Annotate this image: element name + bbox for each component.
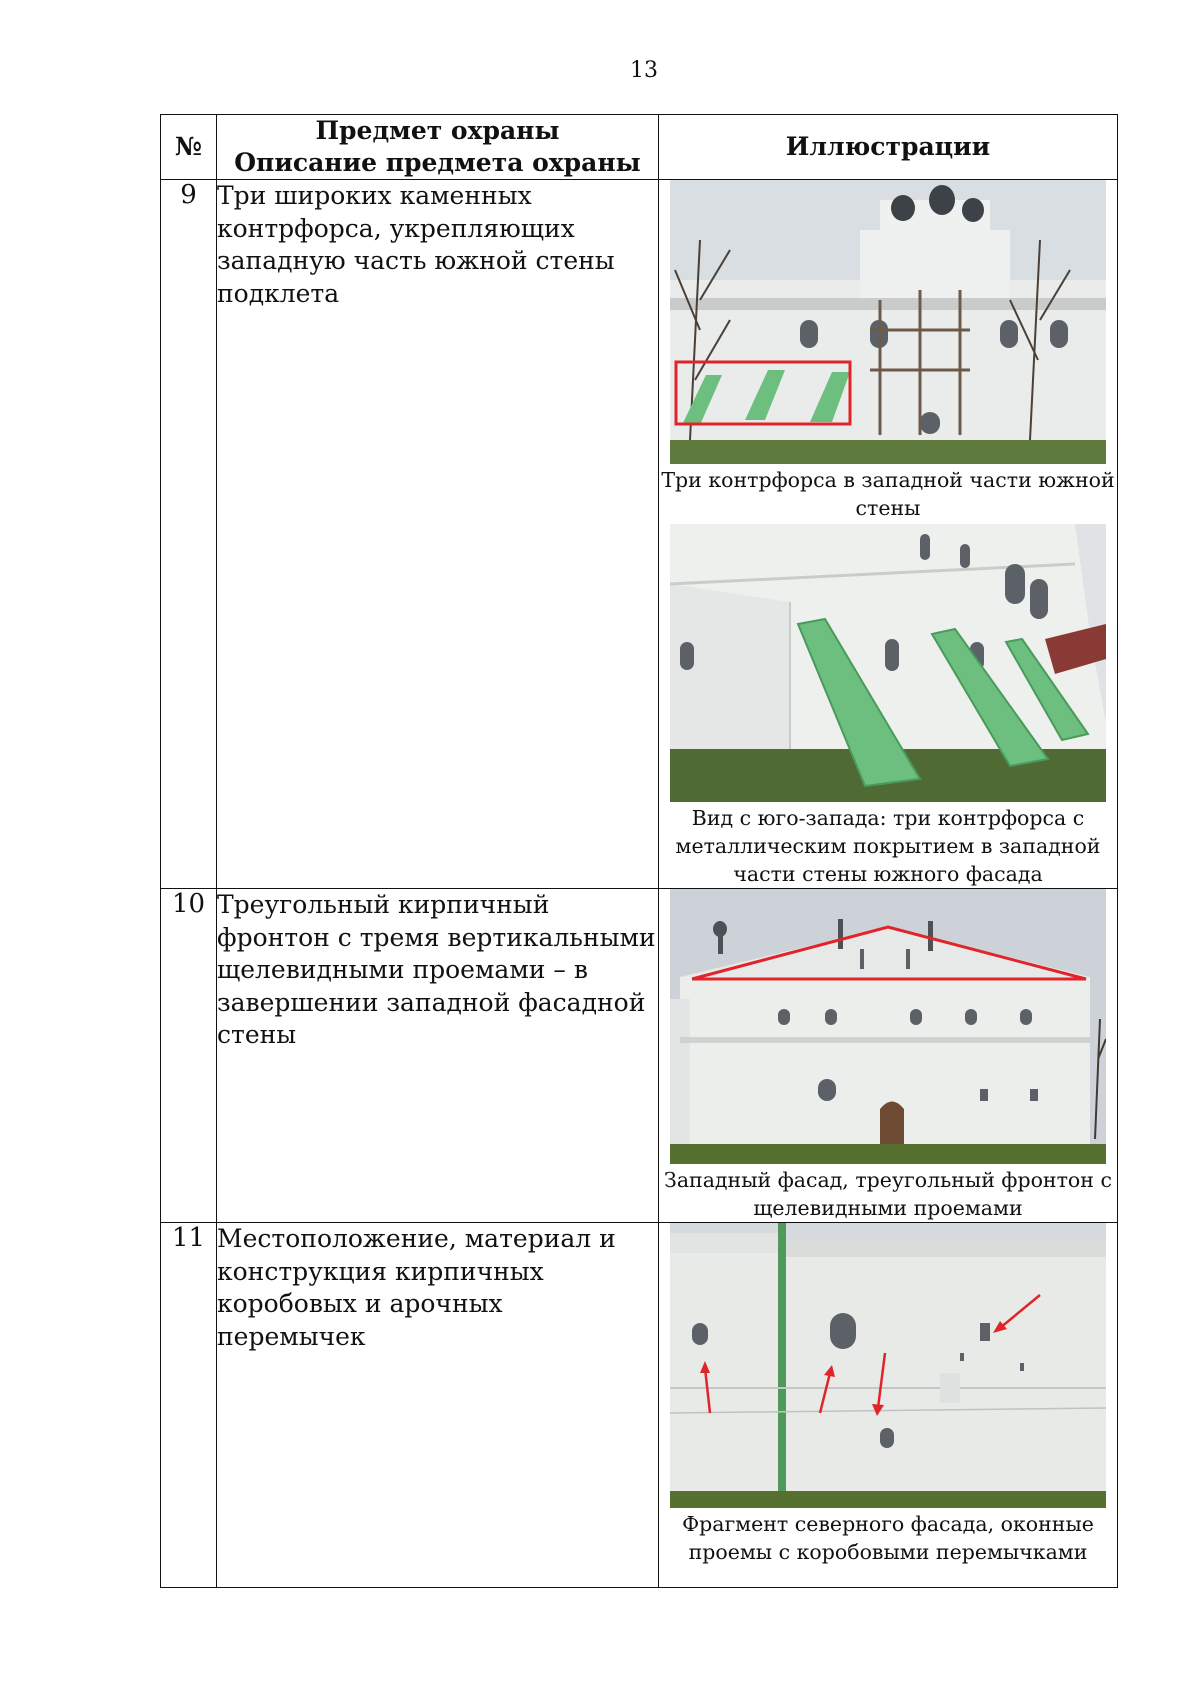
north-facade-photo <box>670 1223 1106 1508</box>
header-subject-line1: Предмет охраны <box>315 116 560 145</box>
photo-caption: Фрагмент северного фасада, оконные проемы с коробовыми перемычками <box>682 1512 1094 1564</box>
protection-table <box>160 114 1118 1588</box>
row-illustrations <box>659 889 1118 1223</box>
row-illustrations <box>659 180 1118 889</box>
southwest-view-photo <box>670 524 1106 802</box>
row-description: Три широких каменных контрфорса, укрепляющих западную часть южной стены подклета <box>217 180 659 889</box>
row-description: Местоположение, материал и конструкция кирпичных коробовых и арочных перемычек <box>217 1223 659 1588</box>
table-row <box>161 180 1118 889</box>
photo-caption: Три контрфорса в западной части южной стены <box>661 468 1115 520</box>
photo-caption: Западный фасад, треугольный фронтон с щелевидными проемами <box>664 1168 1112 1220</box>
row-number: 9 <box>161 180 217 889</box>
table-row <box>161 1223 1118 1588</box>
west-facade-photo <box>670 889 1106 1164</box>
church-buttresses-photo <box>670 180 1106 464</box>
header-illustrations: Иллюстрации <box>659 115 1118 180</box>
header-subject-line2: Описание предмета охраны <box>234 148 641 177</box>
header-subject <box>217 115 659 180</box>
row-description: Треугольный кирпичный фронтон с тремя вертикальными щелевидными проемами – в завершении западной фасадной стены <box>217 889 659 1223</box>
row-number: 11 <box>161 1223 217 1588</box>
row-number: 10 <box>161 889 217 1223</box>
table-header-row <box>161 115 1118 180</box>
row-illustrations <box>659 1223 1118 1588</box>
page-number: 13 <box>630 58 658 83</box>
header-number: № <box>161 115 217 180</box>
table-row <box>161 889 1118 1223</box>
photo-caption: Вид с юго-запада: три контрфорса с металлическим покрытием в западной части стены южного фасада <box>675 806 1101 886</box>
